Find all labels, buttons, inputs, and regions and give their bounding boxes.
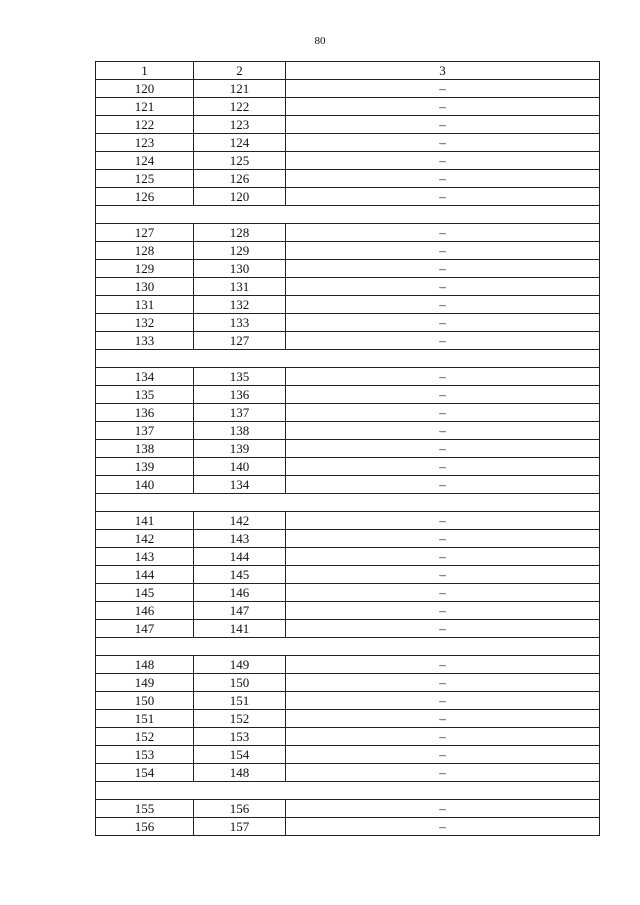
table-cell-col-2: 151 (194, 692, 286, 710)
table-cell-col-3: – (286, 224, 600, 242)
table-row (96, 134, 600, 152)
table-row (96, 692, 600, 710)
table-cell-col-3: – (286, 530, 600, 548)
table-cell-col-3: – (286, 440, 600, 458)
group-separator-row (96, 494, 600, 512)
table-row (96, 296, 600, 314)
table-cell-col-2: 144 (194, 548, 286, 566)
table-cell-col-3: – (286, 656, 600, 674)
table-cell-col-1: 152 (96, 728, 194, 746)
table-cell-col-3: – (286, 458, 600, 476)
table-cell-col-1: 122 (96, 116, 194, 134)
table-row (96, 188, 600, 206)
table-cell-col-3: – (286, 692, 600, 710)
table-cell-col-2: 132 (194, 296, 286, 314)
table-row (96, 170, 600, 188)
table-cell-col-2: 123 (194, 116, 286, 134)
table-cell-col-2: 124 (194, 134, 286, 152)
table-cell-col-1: 133 (96, 332, 194, 350)
column-header-3: 3 (286, 62, 600, 80)
table-cell-col-1: 149 (96, 674, 194, 692)
table-cell-col-3: – (286, 152, 600, 170)
table-cell-col-2: 141 (194, 620, 286, 638)
table-cell-col-1: 143 (96, 548, 194, 566)
table-cell-col-1: 154 (96, 764, 194, 782)
table-cell-col-2: 142 (194, 512, 286, 530)
table-cell-col-1: 150 (96, 692, 194, 710)
separator-cell (96, 350, 600, 368)
table-cell-col-3: – (286, 422, 600, 440)
table-row (96, 80, 600, 98)
table-cell-col-3: – (286, 134, 600, 152)
table-cell-col-2: 126 (194, 170, 286, 188)
table-cell-col-2: 147 (194, 602, 286, 620)
table-cell-col-2: 146 (194, 584, 286, 602)
table-cell-col-3: – (286, 116, 600, 134)
table-row (96, 422, 600, 440)
table-cell-col-3: – (286, 764, 600, 782)
table-cell-col-1: 148 (96, 656, 194, 674)
table-cell-col-3: – (286, 386, 600, 404)
table-row (96, 800, 600, 818)
table-row (96, 764, 600, 782)
table-cell-col-2: 128 (194, 224, 286, 242)
table-cell-col-1: 156 (96, 818, 194, 836)
table-cell-col-2: 122 (194, 98, 286, 116)
table-cell-col-1: 146 (96, 602, 194, 620)
table-cell-col-2: 138 (194, 422, 286, 440)
table-row (96, 332, 600, 350)
table-cell-col-1: 136 (96, 404, 194, 422)
table-cell-col-3: – (286, 548, 600, 566)
group-separator-row (96, 782, 600, 800)
table-body (96, 80, 600, 836)
table-row (96, 620, 600, 638)
table-row (96, 566, 600, 584)
table-cell-col-2: 135 (194, 368, 286, 386)
table-row (96, 440, 600, 458)
group-separator-row (96, 350, 600, 368)
table-cell-col-3: – (286, 332, 600, 350)
table-cell-col-3: – (286, 314, 600, 332)
table-cell-col-3: – (286, 602, 600, 620)
table-cell-col-1: 153 (96, 746, 194, 764)
table-cell-col-2: 129 (194, 242, 286, 260)
table-cell-col-3: – (286, 296, 600, 314)
table-row (96, 548, 600, 566)
table-cell-col-2: 130 (194, 260, 286, 278)
table-cell-col-3: – (286, 800, 600, 818)
table-cell-col-2: 134 (194, 476, 286, 494)
separator-cell (96, 638, 600, 656)
table-cell-col-2: 131 (194, 278, 286, 296)
table-cell-col-3: – (286, 242, 600, 260)
table-cell-col-1: 121 (96, 98, 194, 116)
table-cell-col-2: 154 (194, 746, 286, 764)
column-header-2: 2 (194, 62, 286, 80)
table-cell-col-2: 152 (194, 710, 286, 728)
table-cell-col-1: 139 (96, 458, 194, 476)
table-cell-col-3: – (286, 98, 600, 116)
table-cell-col-2: 145 (194, 566, 286, 584)
table-row (96, 602, 600, 620)
table-cell-col-1: 142 (96, 530, 194, 548)
table-header-row (96, 62, 600, 80)
table-cell-col-3: – (286, 80, 600, 98)
table-cell-col-2: 136 (194, 386, 286, 404)
table-row (96, 530, 600, 548)
data-table (95, 61, 600, 836)
table-cell-col-1: 140 (96, 476, 194, 494)
table-cell-col-1: 127 (96, 224, 194, 242)
table-cell-col-3: – (286, 278, 600, 296)
table-row (96, 116, 600, 134)
table-cell-col-2: 149 (194, 656, 286, 674)
table-cell-col-1: 145 (96, 584, 194, 602)
table-cell-col-1: 129 (96, 260, 194, 278)
table-cell-col-1: 135 (96, 386, 194, 404)
table-row (96, 386, 600, 404)
table-row (96, 710, 600, 728)
table-cell-col-3: – (286, 728, 600, 746)
table-cell-col-1: 120 (96, 80, 194, 98)
table-cell-col-3: – (286, 368, 600, 386)
table-cell-col-2: 157 (194, 818, 286, 836)
table-cell-col-3: – (286, 584, 600, 602)
table-row (96, 476, 600, 494)
column-header-1: 1 (96, 62, 194, 80)
table-cell-col-1: 155 (96, 800, 194, 818)
table-cell-col-1: 128 (96, 242, 194, 260)
separator-cell (96, 494, 600, 512)
table-cell-col-1: 132 (96, 314, 194, 332)
table-cell-col-2: 125 (194, 152, 286, 170)
table-cell-col-2: 121 (194, 80, 286, 98)
table-cell-col-2: 148 (194, 764, 286, 782)
table-cell-col-3: – (286, 710, 600, 728)
table-cell-col-3: – (286, 620, 600, 638)
table-row (96, 656, 600, 674)
table-row (96, 260, 600, 278)
table-row (96, 242, 600, 260)
table-row (96, 404, 600, 422)
table-cell-col-3: – (286, 512, 600, 530)
separator-cell (96, 206, 600, 224)
table-cell-col-1: 144 (96, 566, 194, 584)
table-cell-col-1: 130 (96, 278, 194, 296)
table-row (96, 728, 600, 746)
table-cell-col-3: – (286, 566, 600, 584)
table-cell-col-2: 143 (194, 530, 286, 548)
table-row (96, 278, 600, 296)
table-cell-col-1: 141 (96, 512, 194, 530)
table-row (96, 512, 600, 530)
table-row (96, 224, 600, 242)
table-cell-col-1: 131 (96, 296, 194, 314)
table-cell-col-3: – (286, 170, 600, 188)
table-cell-col-3: – (286, 818, 600, 836)
table-cell-col-1: 123 (96, 134, 194, 152)
table-cell-col-2: 139 (194, 440, 286, 458)
page-number: 80 (314, 35, 326, 47)
group-separator-row (96, 638, 600, 656)
table-row (96, 98, 600, 116)
separator-cell (96, 782, 600, 800)
table-cell-col-1: 137 (96, 422, 194, 440)
table-cell-col-1: 125 (96, 170, 194, 188)
table-cell-col-1: 138 (96, 440, 194, 458)
table-cell-col-2: 140 (194, 458, 286, 476)
table-cell-col-3: – (286, 260, 600, 278)
table-row (96, 674, 600, 692)
group-separator-row (96, 206, 600, 224)
table-cell-col-2: 120 (194, 188, 286, 206)
table-cell-col-1: 134 (96, 368, 194, 386)
table-cell-col-2: 137 (194, 404, 286, 422)
table-row (96, 746, 600, 764)
table-cell-col-3: – (286, 476, 600, 494)
table-row (96, 368, 600, 386)
table-cell-col-3: – (286, 404, 600, 422)
table-cell-col-1: 151 (96, 710, 194, 728)
table-cell-col-3: – (286, 746, 600, 764)
table-cell-col-2: 133 (194, 314, 286, 332)
table-cell-col-3: – (286, 188, 600, 206)
table-cell-col-3: – (286, 674, 600, 692)
table-row (96, 314, 600, 332)
table-cell-col-2: 127 (194, 332, 286, 350)
table-row (96, 818, 600, 836)
table-cell-col-1: 124 (96, 152, 194, 170)
table-cell-col-1: 126 (96, 188, 194, 206)
table-row (96, 584, 600, 602)
table-row (96, 458, 600, 476)
table-cell-col-2: 153 (194, 728, 286, 746)
table-cell-col-2: 150 (194, 674, 286, 692)
table-cell-col-2: 156 (194, 800, 286, 818)
table-cell-col-1: 147 (96, 620, 194, 638)
table-row (96, 152, 600, 170)
